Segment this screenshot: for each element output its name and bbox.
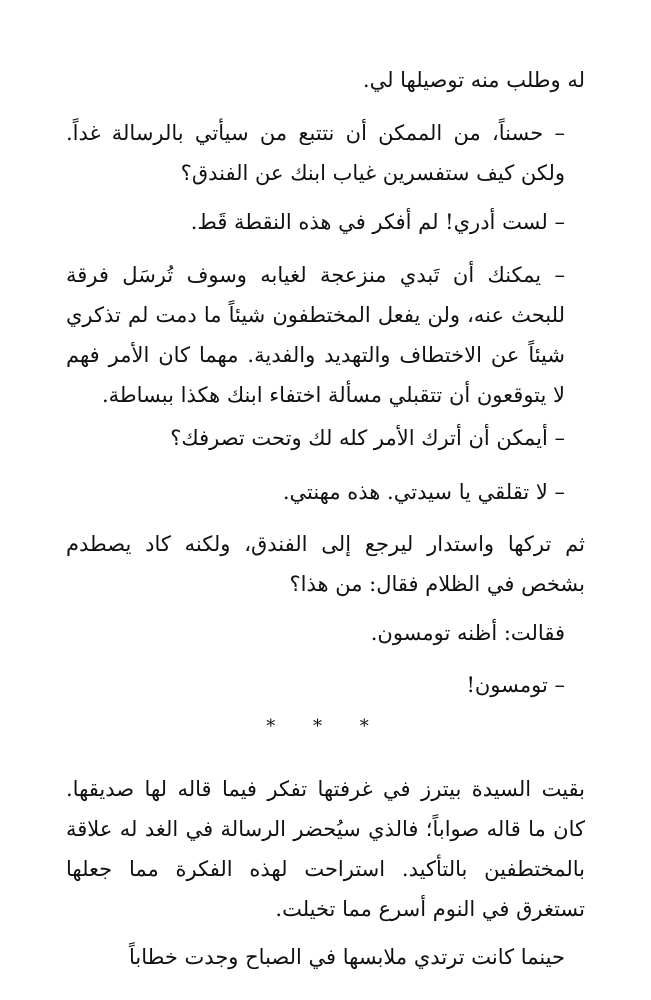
paragraph-11: حينما كانت ترتدي ملابسها في الصباح وجدت خطاباً xyxy=(129,945,565,969)
paragraph-3: – لست أدري! لم أفكر في هذه النقطة قَط. xyxy=(190,210,565,234)
paragraph-6: – لا تقلقي يا سيدتي. هذه مهنتي. xyxy=(282,480,565,504)
paragraph-8: فقالت: أظنه تومسون. xyxy=(370,621,565,645)
paragraph-1: له وطلب منه توصيلها لي. xyxy=(362,68,585,92)
paragraph-10: بقيت السيدة بيترز في غرفتها تفكر فيما قاله لها صديقها. كان ما قاله صواباً؛ فالذي سيُحضر الرسالة في الغد له علاقة بالمختطفين بالتأكيد. استراحت لهذه الفكرة مما جعلها تستغرق في النوم أسرع مما تخيلت. xyxy=(66,777,585,921)
paragraph-9: – تومسون! xyxy=(466,673,565,697)
section-divider: * * * xyxy=(266,716,385,737)
paragraph-7: ثم تركها واستدار ليرجع إلى الفندق، ولكنه كاد يصطدم بشخص في الظلام فقال: من هذا؟ xyxy=(66,532,585,596)
paragraph-4: – يمكنك أن تَبدي منزعجة لغيابه وسوف تُرسَل فرقة للبحث عنه، ولن يفعل المختطفون شيئاً ما دمت لم تذكري شيئاً عن الاختطاف والتهديد والفدية. مهما كان الأمر فهم لا يتوقعون أن تتقبلي مسألة اختفاء ابنك هكذا ببساطة. xyxy=(66,263,565,407)
paragraph-2: – حسناً، من الممكن أن نتتبع من سيأتي بالرسالة غداً. ولكن كيف ستفسرين غياب ابنك عن الفندق؟ xyxy=(66,121,566,185)
paragraph-5: – أيمكن أن أترك الأمر كله لك وتحت تصرفك؟ xyxy=(170,426,565,450)
